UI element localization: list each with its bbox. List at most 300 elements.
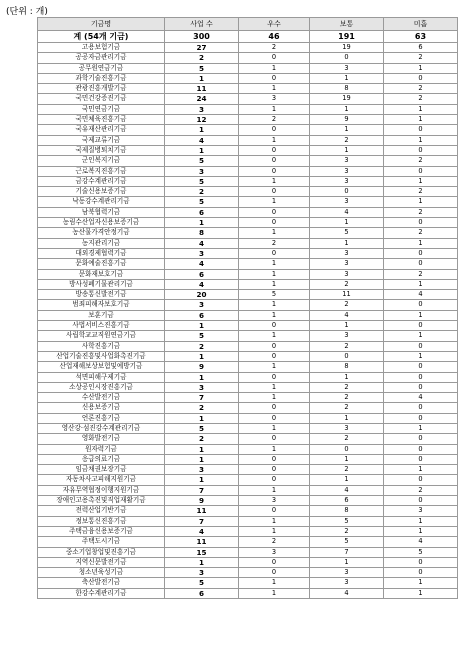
cell-normal: 3 [310,63,384,73]
cell-fund-name: 영화발전기금 [38,434,165,444]
cell-fund-name: 사립학교교직원연금기금 [38,331,165,341]
table-row [38,115,458,125]
cell-poor: 0 [384,413,458,423]
cell-project-count: 5 [165,63,239,73]
cell-fund-name: 정보통신진흥기금 [38,516,165,526]
cell-fund-name: 자동차사고피해지원기금 [38,475,165,485]
cell-project-count: 11 [165,537,239,547]
cell-fund-name: 대외경제협력기금 [38,248,165,258]
cell-excellent: 0 [239,506,310,516]
cell-project-count: 1 [165,413,239,423]
cell-normal: 1 [310,413,384,423]
cell-fund-name: 한강수계관리기금 [38,588,165,598]
table-row [38,506,458,516]
cell-normal: 9 [310,115,384,125]
table-row [38,444,458,454]
cell-poor: 2 [384,207,458,217]
cell-excellent: 2 [239,43,310,53]
cell-excellent: 1 [239,485,310,495]
total-excellent: 46 [239,31,310,43]
cell-poor: 4 [384,393,458,403]
total-label: 계 (54개 기금) [38,31,165,43]
cell-project-count: 5 [165,176,239,186]
table-row [38,125,458,135]
cell-project-count: 1 [165,321,239,331]
cell-fund-name: 금강수계관리기금 [38,176,165,186]
cell-excellent: 1 [239,423,310,433]
cell-normal: 3 [310,331,384,341]
cell-excellent: 0 [239,372,310,382]
table-row [38,547,458,557]
cell-fund-name: 산업재해보상보험및예방기금 [38,362,165,372]
cell-normal: 19 [310,94,384,104]
cell-excellent: 3 [239,94,310,104]
cell-normal: 1 [310,454,384,464]
cell-normal: 1 [310,218,384,228]
table-row [38,351,458,361]
cell-excellent: 0 [239,166,310,176]
table-row [38,496,458,506]
cell-excellent: 0 [239,125,310,135]
table-row [38,578,458,588]
cell-normal: 0 [310,53,384,63]
cell-poor: 1 [384,588,458,598]
cell-project-count: 2 [165,341,239,351]
cell-excellent: 1 [239,382,310,392]
cell-poor: 2 [384,156,458,166]
cell-fund-name: 범죄피해자보호기금 [38,300,165,310]
cell-project-count: 2 [165,403,239,413]
cell-fund-name: 석면피해구제기금 [38,372,165,382]
cell-project-count: 3 [165,300,239,310]
cell-excellent: 0 [239,156,310,166]
table-row [38,321,458,331]
cell-project-count: 5 [165,578,239,588]
cell-poor: 1 [384,63,458,73]
table-row [38,197,458,207]
cell-poor: 3 [384,506,458,516]
cell-fund-name: 방사성폐기물관리기금 [38,279,165,289]
cell-normal: 3 [310,197,384,207]
cell-excellent: 1 [239,300,310,310]
cell-poor: 4 [384,290,458,300]
cell-poor: 0 [384,382,458,392]
cell-project-count: 12 [165,115,239,125]
cell-normal: 1 [310,238,384,248]
table-row [38,259,458,269]
cell-project-count: 6 [165,588,239,598]
cell-excellent: 1 [239,526,310,536]
cell-project-count: 1 [165,372,239,382]
cell-excellent: 1 [239,578,310,588]
cell-project-count: 1 [165,444,239,454]
cell-excellent: 1 [239,310,310,320]
cell-poor: 4 [384,537,458,547]
table-row [38,526,458,536]
cell-normal: 4 [310,588,384,598]
cell-fund-name: 국민체육진흥기금 [38,115,165,125]
cell-poor: 5 [384,547,458,557]
cell-normal: 1 [310,475,384,485]
table-row [38,207,458,217]
cell-excellent: 0 [239,218,310,228]
total-row [38,31,458,43]
cell-project-count: 11 [165,84,239,94]
header-poor: 미흡 [384,18,458,31]
table-row [38,454,458,464]
cell-normal: 4 [310,207,384,217]
cell-normal: 2 [310,382,384,392]
cell-normal: 2 [310,403,384,413]
cell-project-count: 20 [165,290,239,300]
table-row [38,331,458,341]
cell-normal: 11 [310,290,384,300]
cell-project-count: 4 [165,259,239,269]
table-row [38,557,458,567]
cell-excellent: 1 [239,588,310,598]
cell-poor: 0 [384,218,458,228]
cell-poor: 0 [384,259,458,269]
cell-normal: 0 [310,444,384,454]
cell-fund-name: 원자력기금 [38,444,165,454]
table-row [38,73,458,83]
table-row [38,516,458,526]
cell-fund-name: 문화재보호기금 [38,269,165,279]
cell-project-count: 5 [165,197,239,207]
cell-normal: 7 [310,547,384,557]
cell-poor: 0 [384,475,458,485]
cell-normal: 1 [310,73,384,83]
table-body [38,31,458,599]
cell-poor: 6 [384,43,458,53]
table-row [38,310,458,320]
header-normal: 보통 [310,18,384,31]
cell-fund-name: 언론진흥기금 [38,413,165,423]
cell-project-count: 7 [165,393,239,403]
cell-fund-name: 자유무역협정이행지원기금 [38,485,165,495]
table-row [38,588,458,598]
cell-poor: 1 [384,197,458,207]
table-row [38,53,458,63]
cell-normal: 2 [310,341,384,351]
cell-excellent: 0 [239,413,310,423]
cell-excellent: 0 [239,465,310,475]
table-row [38,43,458,53]
cell-normal: 8 [310,506,384,516]
table-row [38,423,458,433]
cell-excellent: 0 [239,187,310,197]
cell-normal: 2 [310,526,384,536]
cell-poor: 0 [384,403,458,413]
cell-fund-name: 공공자금관리기금 [38,53,165,63]
cell-poor: 2 [384,94,458,104]
cell-fund-name: 농림수산업자신용보증기금 [38,218,165,228]
cell-poor: 0 [384,166,458,176]
cell-fund-name: 국민건강증진기금 [38,94,165,104]
cell-project-count: 5 [165,331,239,341]
cell-fund-name: 신용보증기금 [38,403,165,413]
table-row [38,104,458,114]
cell-excellent: 1 [239,259,310,269]
cell-normal: 4 [310,485,384,495]
cell-poor: 0 [384,454,458,464]
cell-normal: 2 [310,135,384,145]
cell-excellent: 1 [239,135,310,145]
cell-project-count: 1 [165,73,239,83]
cell-excellent: 1 [239,393,310,403]
cell-normal: 2 [310,300,384,310]
cell-fund-name: 주택도시기금 [38,537,165,547]
cell-fund-name: 사학진흥기금 [38,341,165,351]
cell-fund-name: 장애인고용촉진및직업재활기금 [38,496,165,506]
cell-normal: 1 [310,321,384,331]
cell-fund-name: 축산발전기금 [38,578,165,588]
cell-excellent: 0 [239,403,310,413]
table-row [38,187,458,197]
cell-poor: 2 [384,53,458,63]
cell-normal: 3 [310,423,384,433]
cell-project-count: 15 [165,547,239,557]
table-row [38,145,458,155]
cell-normal: 1 [310,104,384,114]
cell-poor: 0 [384,73,458,83]
cell-normal: 1 [310,372,384,382]
table-row [38,434,458,444]
cell-normal: 0 [310,351,384,361]
cell-normal: 5 [310,516,384,526]
cell-fund-name: 문화예술진흥기금 [38,259,165,269]
table-row [38,279,458,289]
cell-poor: 0 [384,341,458,351]
cell-fund-name: 영산강·섬진강수계관리기금 [38,423,165,433]
cell-excellent: 2 [239,537,310,547]
cell-excellent: 0 [239,207,310,217]
cell-fund-name: 응급의료기금 [38,454,165,464]
cell-poor: 1 [384,578,458,588]
cell-poor: 0 [384,248,458,258]
cell-poor: 1 [384,310,458,320]
cell-normal: 6 [310,496,384,506]
cell-excellent: 3 [239,547,310,557]
cell-excellent: 2 [239,238,310,248]
cell-project-count: 1 [165,125,239,135]
cell-excellent: 0 [239,341,310,351]
cell-poor: 2 [384,228,458,238]
cell-excellent: 0 [239,351,310,361]
cell-excellent: 0 [239,454,310,464]
cell-normal: 0 [310,187,384,197]
table-row [38,341,458,351]
table-row [38,156,458,166]
cell-fund-name: 과학기술진흥기금 [38,73,165,83]
cell-normal: 8 [310,362,384,372]
cell-excellent: 0 [239,557,310,567]
cell-project-count: 1 [165,475,239,485]
cell-poor: 1 [384,526,458,536]
cell-fund-name: 방송통신발전기금 [38,290,165,300]
cell-fund-name: 고용보험기금 [38,43,165,53]
cell-project-count: 1 [165,145,239,155]
cell-project-count: 2 [165,434,239,444]
cell-excellent: 1 [239,84,310,94]
cell-project-count: 3 [165,568,239,578]
cell-excellent: 1 [239,269,310,279]
cell-poor: 2 [384,84,458,94]
cell-normal: 3 [310,578,384,588]
cell-poor: 1 [384,115,458,125]
cell-fund-name: 산업기술진흥및사업화촉진기금 [38,351,165,361]
cell-poor: 1 [384,238,458,248]
cell-fund-name: 전력산업기반기금 [38,506,165,516]
cell-project-count: 1 [165,454,239,464]
cell-normal: 1 [310,145,384,155]
cell-poor: 1 [384,516,458,526]
cell-fund-name: 낙동강수계관리기금 [38,197,165,207]
cell-poor: 1 [384,331,458,341]
table-row [38,485,458,495]
table-row [38,475,458,485]
cell-normal: 3 [310,176,384,186]
cell-project-count: 2 [165,187,239,197]
total-poor: 63 [384,31,458,43]
cell-project-count: 4 [165,526,239,536]
cell-normal: 4 [310,310,384,320]
cell-excellent: 1 [239,362,310,372]
cell-normal: 3 [310,259,384,269]
cell-excellent: 1 [239,279,310,289]
cell-poor: 0 [384,321,458,331]
cell-poor: 1 [384,423,458,433]
cell-poor: 0 [384,362,458,372]
table-row [38,537,458,547]
cell-fund-name: 관광진흥개발기금 [38,84,165,94]
unit-label: (단위 : 개) [6,7,48,17]
cell-normal: 5 [310,228,384,238]
cell-fund-name: 주택금융신용보증기금 [38,526,165,536]
cell-project-count: 11 [165,506,239,516]
table-row [38,393,458,403]
cell-excellent: 1 [239,197,310,207]
cell-excellent: 3 [239,496,310,506]
cell-fund-name: 지역신문발전기금 [38,557,165,567]
cell-project-count: 9 [165,496,239,506]
table-row [38,300,458,310]
cell-fund-name: 중소기업창업및진흥기금 [38,547,165,557]
table-row [38,403,458,413]
cell-normal: 2 [310,279,384,289]
header-row [38,18,458,31]
cell-poor: 1 [384,104,458,114]
table-row [38,382,458,392]
cell-fund-name: 소상공인시장진흥기금 [38,382,165,392]
cell-project-count: 9 [165,362,239,372]
cell-excellent: 1 [239,516,310,526]
cell-project-count: 6 [165,310,239,320]
cell-excellent: 1 [239,444,310,454]
cell-fund-name: 국제교류기금 [38,135,165,145]
cell-poor: 1 [384,279,458,289]
header-project-count: 사업 수 [165,18,239,31]
cell-normal: 2 [310,434,384,444]
table-row [38,290,458,300]
cell-poor: 0 [384,125,458,135]
cell-excellent: 5 [239,290,310,300]
cell-excellent: 0 [239,568,310,578]
cell-poor: 0 [384,145,458,155]
cell-excellent: 0 [239,73,310,83]
cell-fund-name: 공무원연금기금 [38,63,165,73]
cell-excellent: 1 [239,63,310,73]
cell-project-count: 24 [165,94,239,104]
cell-fund-name: 국유재산관리기금 [38,125,165,135]
cell-project-count: 4 [165,238,239,248]
cell-poor: 1 [384,351,458,361]
table-row [38,218,458,228]
cell-excellent: 1 [239,176,310,186]
table-row [38,63,458,73]
cell-normal: 3 [310,568,384,578]
header-excellent: 우수 [239,18,310,31]
cell-project-count: 5 [165,156,239,166]
cell-project-count: 3 [165,248,239,258]
cell-project-count: 27 [165,43,239,53]
cell-normal: 19 [310,43,384,53]
cell-fund-name: 농산물가격안정기금 [38,228,165,238]
table-row [38,228,458,238]
cell-fund-name: 임금채권보장기금 [38,465,165,475]
cell-project-count: 1 [165,218,239,228]
cell-normal: 5 [310,537,384,547]
cell-fund-name: 국제질병퇴치기금 [38,145,165,155]
cell-excellent: 0 [239,53,310,63]
table-row [38,166,458,176]
cell-normal: 1 [310,125,384,135]
cell-excellent: 1 [239,228,310,238]
cell-fund-name: 보훈기금 [38,310,165,320]
table-row [38,84,458,94]
cell-excellent: 0 [239,434,310,444]
cell-project-count: 7 [165,485,239,495]
table-row [38,568,458,578]
cell-project-count: 7 [165,516,239,526]
cell-poor: 0 [384,300,458,310]
cell-fund-name: 군인복지기금 [38,156,165,166]
cell-fund-name: 근로복지진흥기금 [38,166,165,176]
cell-project-count: 6 [165,207,239,217]
cell-fund-name: 수산발전기금 [38,393,165,403]
cell-normal: 2 [310,393,384,403]
cell-poor: 0 [384,496,458,506]
table-row [38,465,458,475]
table-row [38,269,458,279]
cell-fund-name: 남북협력기금 [38,207,165,217]
table-row [38,135,458,145]
cell-project-count: 3 [165,166,239,176]
cell-poor: 1 [384,176,458,186]
cell-fund-name: 기술신용보증기금 [38,187,165,197]
cell-project-count: 2 [165,53,239,63]
total-count: 300 [165,31,239,43]
cell-project-count: 3 [165,382,239,392]
table-row [38,248,458,258]
cell-normal: 3 [310,248,384,258]
table-row [38,176,458,186]
cell-normal: 1 [310,557,384,567]
cell-poor: 2 [384,269,458,279]
fund-evaluation-table [37,17,458,599]
table-row [38,362,458,372]
header-fund-name: 기금명 [38,18,165,31]
